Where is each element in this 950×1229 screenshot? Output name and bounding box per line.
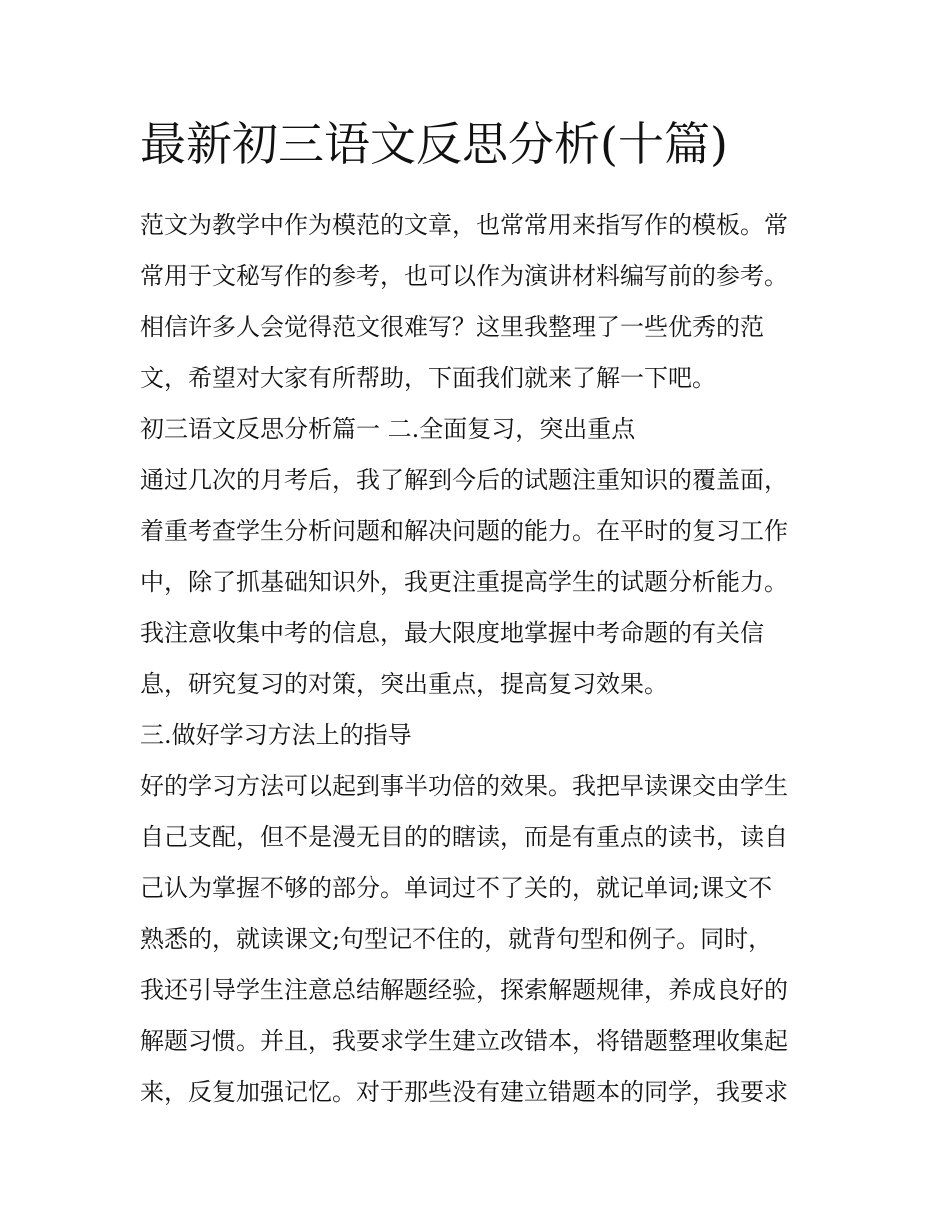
section-heading: 三.做好学习方法上的指导 — [140, 721, 412, 749]
text-line: 好的学习方法可以起到事半功倍的效果。我把早读课交由学生 — [140, 772, 788, 800]
text-line: 来，反复加强记忆。对于那些没有建立错题本的同学，我要求 — [140, 1078, 788, 1106]
text-line: 我还引导学生注意总结解题经验，探索解题规律，养成良好的 — [140, 976, 788, 1004]
text-line: 相信许多人会觉得范文很难写？这里我整理了一些优秀的范 — [140, 313, 764, 341]
document-title: 最新初三语文反思分析(十篇) — [140, 117, 728, 171]
text-line: 我注意收集中考的信息，最大限度地掌握中考命题的有关信 — [140, 619, 764, 647]
text-line: 范文为教学中作为模范的文章，也常常用来指写作的模板。常 — [140, 211, 788, 239]
section-heading: 初三语文反思分析篇一 二.全面复习，突出重点 — [140, 415, 636, 443]
text-line: 解题习惯。并且，我要求学生建立改错本，将错题整理收集起 — [140, 1027, 788, 1055]
text-line: 常用于文秘写作的参考，也可以作为演讲材料编写前的参考。 — [140, 262, 788, 290]
text-line: 文，希望对大家有所帮助，下面我们就来了解一下吧。 — [140, 364, 716, 392]
text-line: 通过几次的月考后，我了解到今后的试题注重知识的覆盖面， — [140, 466, 788, 494]
text-line: 息，研究复习的对策，突出重点，提高复习效果。 — [140, 670, 668, 698]
document-body — [140, 200, 820, 1118]
text-line: 熟悉的，就读课文;句型记不住的，就背句型和例子。同时， — [140, 925, 773, 953]
text-line: 中，除了抓基础知识外，我更注重提高学生的试题分析能力。 — [140, 568, 788, 596]
text-line: 己认为掌握不够的部分。单词过不了关的，就记单词;课文不 — [140, 874, 773, 902]
text-line: 自己支配，但不是漫无目的的瞎读，而是有重点的读书，读自 — [140, 823, 788, 851]
text-line: 着重考查学生分析问题和解决问题的能力。在平时的复习工作 — [140, 517, 788, 545]
